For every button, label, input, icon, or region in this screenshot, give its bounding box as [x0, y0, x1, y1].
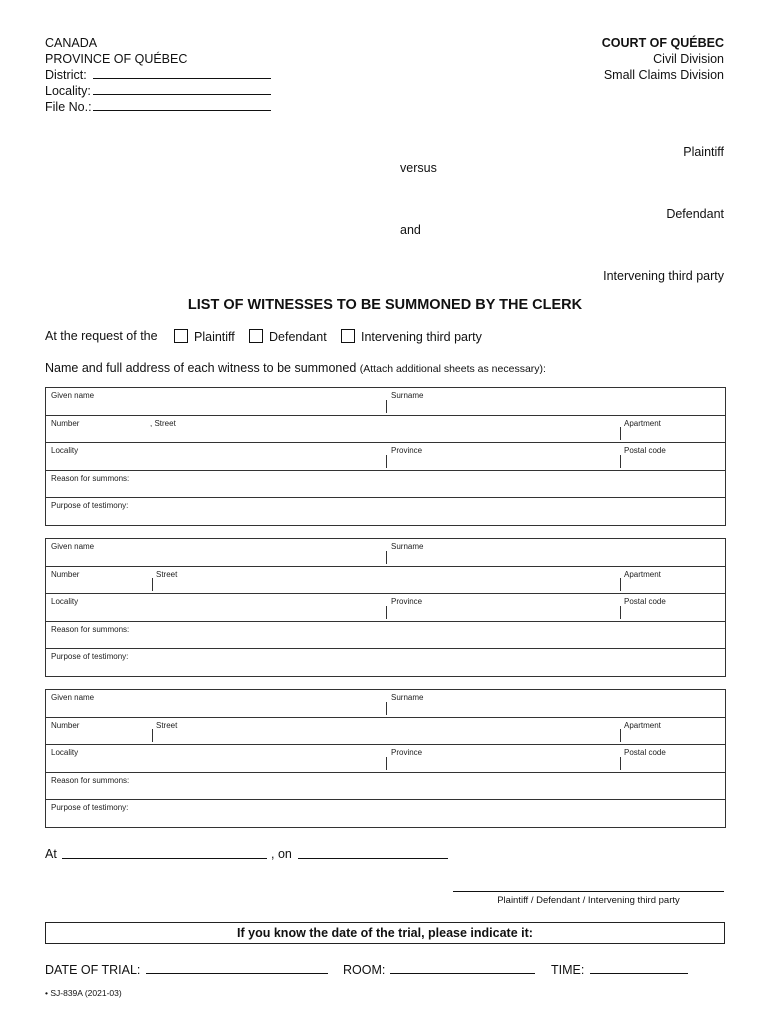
- witness-block-3: [45, 689, 726, 828]
- room-field[interactable]: [390, 973, 535, 974]
- option-intervening[interactable]: Intervening third party: [341, 329, 482, 344]
- instructions-note: (Attach additional sheets as necessary):: [359, 363, 546, 375]
- locality-label: Locality: [51, 597, 79, 606]
- form-title: LIST OF WITNESSES TO BE SUMMONED BY THE CLERK: [187, 297, 583, 313]
- purpose-label: Purpose of testimony:: [51, 803, 129, 812]
- locality-label: Locality:: [45, 84, 91, 98]
- number-label: Number: [51, 569, 80, 579]
- apartment-label: Apartment: [624, 418, 661, 428]
- apartment-label: Apartment: [624, 720, 661, 730]
- postal-code-label: Postal code: [624, 597, 666, 606]
- trial-date-label: DATE OF TRIAL:: [45, 963, 141, 977]
- subdivision-name: Small Claims Division: [603, 68, 724, 82]
- country-label: CANADA: [45, 36, 98, 50]
- signature-field[interactable]: [453, 891, 724, 892]
- intervening-label: Intervening third party: [603, 269, 724, 283]
- street-label: Street: [156, 720, 178, 730]
- province-label: PROVINCE OF QUÉBEC: [45, 52, 188, 66]
- checkbox-icon[interactable]: [341, 329, 355, 343]
- district-label: District:: [45, 68, 87, 82]
- postal-code-label: Postal code: [624, 446, 666, 455]
- trial-notice: If you know the date of the trial, please indicate it:: [45, 922, 725, 944]
- reason-label: Reason for summons:: [51, 473, 130, 483]
- plaintiff-label: Plaintiff: [683, 145, 724, 159]
- given-name-label: Given name: [51, 542, 95, 551]
- versus-label: versus: [400, 161, 437, 175]
- street-label: Street: [156, 569, 178, 579]
- province-label: Province: [391, 748, 423, 757]
- postal-code-label: Postal code: [624, 748, 666, 757]
- checkbox-icon[interactable]: [174, 329, 188, 343]
- option-plaintiff[interactable]: Plaintiff: [174, 329, 235, 344]
- defendant-label: Defendant: [666, 207, 724, 221]
- purpose-label: Purpose of testimony:: [51, 652, 129, 661]
- purpose-label: Purpose of testimony:: [51, 501, 129, 510]
- street-label: , Street: [150, 418, 176, 428]
- on-date-field[interactable]: [298, 858, 448, 859]
- option-defendant[interactable]: Defendant: [249, 329, 327, 344]
- form-code: • SJ-839A (2021-03): [45, 988, 122, 998]
- given-name-label: Given name: [51, 391, 95, 400]
- surname-label: Surname: [391, 391, 424, 400]
- reason-label: Reason for summons:: [51, 775, 130, 785]
- room-label: ROOM:: [343, 963, 386, 977]
- number-label: Number: [51, 418, 80, 428]
- at-field[interactable]: [62, 858, 267, 859]
- and-label: and: [400, 223, 421, 237]
- province-label: Province: [391, 597, 423, 606]
- number-label: Number: [51, 720, 80, 730]
- witness-block-2: [45, 538, 726, 677]
- request-label: At the request of the: [45, 329, 158, 343]
- header-right: [602, 35, 724, 83]
- on-label: , on: [271, 847, 292, 861]
- signer-label: Plaintiff / Defendant / Intervening third party: [497, 895, 680, 906]
- locality-label: Locality: [51, 748, 79, 757]
- province-label: Province: [391, 446, 423, 455]
- given-name-label: Given name: [51, 693, 95, 702]
- district-field[interactable]: [93, 78, 271, 79]
- reason-label: Reason for summons:: [51, 624, 130, 634]
- witness-block-1: [45, 387, 726, 526]
- division-name: Civil Division: [653, 52, 724, 66]
- locality-label: Locality: [51, 446, 79, 455]
- checkbox-icon[interactable]: [249, 329, 263, 343]
- file-number-label: File No.:: [45, 100, 92, 114]
- locality-field[interactable]: [93, 94, 271, 95]
- surname-label: Surname: [391, 542, 424, 551]
- instructions-main: Name and full address of each witness to be summoned: [45, 361, 357, 375]
- header-left: [45, 35, 187, 115]
- at-label: At: [45, 847, 57, 861]
- time-label: TIME:: [551, 963, 585, 977]
- trial-date-field[interactable]: [146, 973, 328, 974]
- apartment-label: Apartment: [624, 569, 661, 579]
- time-field[interactable]: [590, 973, 688, 974]
- file-number-field[interactable]: [93, 110, 271, 111]
- court-name: COURT OF QUÉBEC: [601, 36, 724, 50]
- surname-label: Surname: [391, 693, 424, 702]
- instructions: [45, 361, 546, 375]
